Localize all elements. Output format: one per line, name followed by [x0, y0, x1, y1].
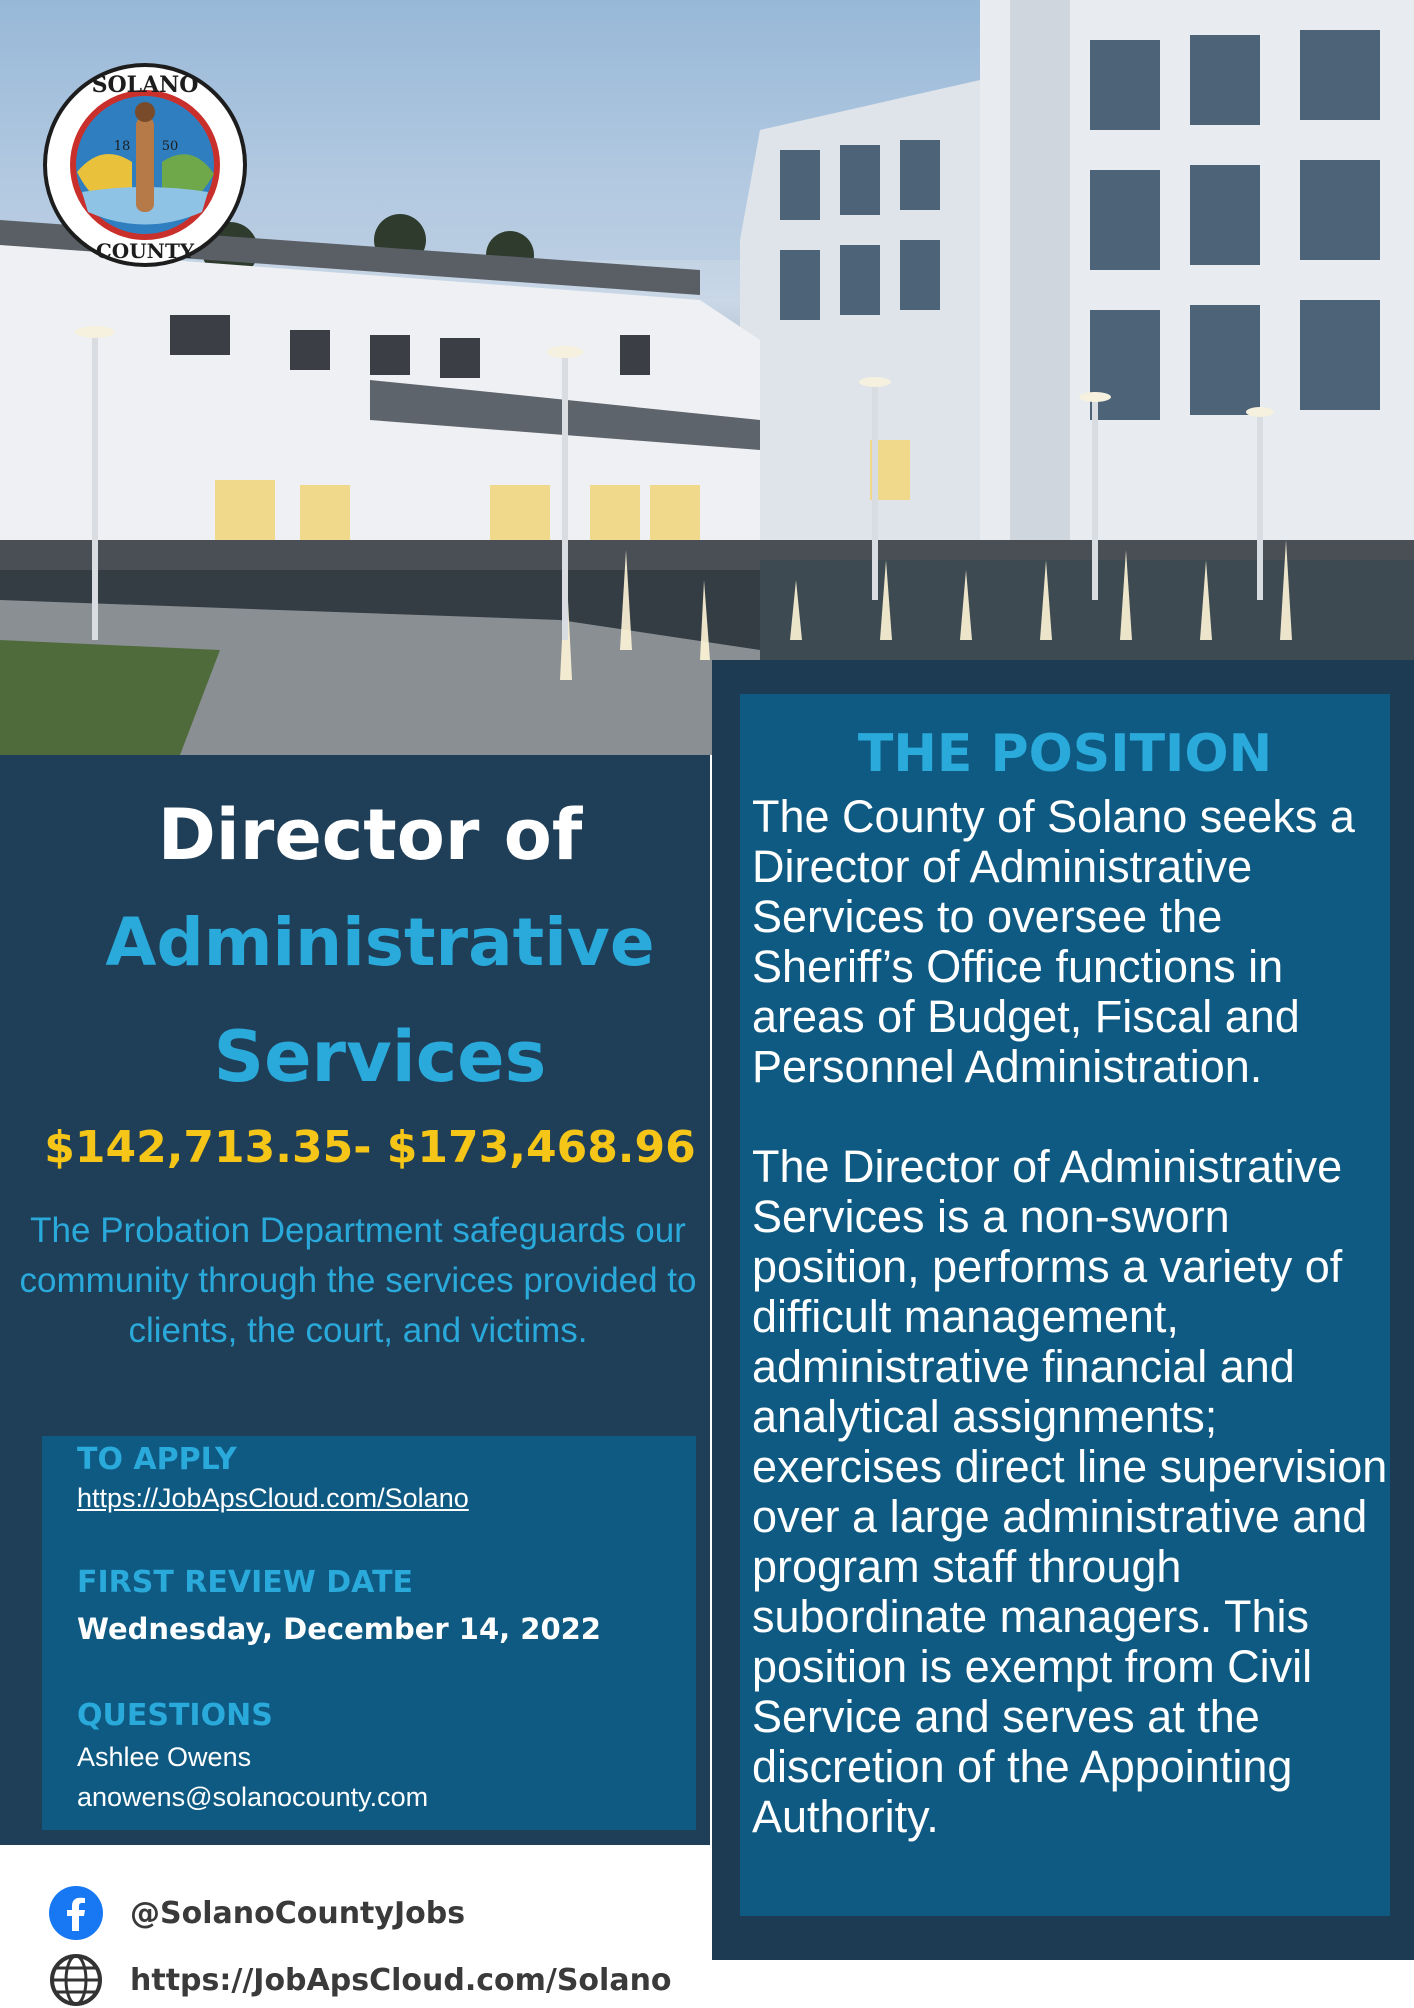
questions-heading: QUESTIONS [77, 1698, 273, 1733]
position-paragraph-1: The County of Solano seeks a Director of Administrative Services to oversee the Sheriff’s Office functions in areas of Budget, Fiscal and Personnel Administration. [752, 791, 1355, 1092]
job-title-line1: Director of [157, 794, 583, 876]
logo-text-bottom: COUNTY [95, 239, 195, 263]
logo-text-top: SOLANO [91, 72, 199, 98]
job-title-line2: Administrative [105, 904, 655, 981]
apply-heading: TO APPLY [77, 1442, 237, 1477]
position-heading: THE POSITION [857, 724, 1273, 784]
job-title-line3: Services [213, 1016, 547, 1098]
contact-email[interactable]: anowens@solanocounty.com [77, 1782, 429, 1812]
contact-name: Ashlee Owens [77, 1742, 252, 1772]
salary-range: $142,713.35- $173,468.96 [44, 1122, 696, 1173]
review-date-heading: FIRST REVIEW DATE [77, 1565, 414, 1600]
website-url: https://JobApsCloud.com/Solano [130, 1962, 672, 1998]
department-intro: The Probation Department safeguards our community through the services provided to clients, the court, and victims. [19, 1211, 697, 1350]
facebook-link[interactable] [48, 1885, 465, 1941]
facebook-icon [48, 1885, 104, 1941]
logo-year-left: 18 [113, 139, 131, 154]
apply-link[interactable]: https://JobApsCloud.com/Solano [77, 1483, 469, 1513]
social-footer [0, 1845, 710, 2000]
position-paragraph-2: The Director of Administrative Services is a non-sworn position, performs a variety of difficult management, administrative financial and analytical assignments; exercises direct line supervision over a large administrative and program staff through subordinate managers. This position is exempt from Civil Service and serves at the discretion of the Appointing Authority. [752, 1141, 1388, 1842]
county-seal-logo [42, 62, 248, 268]
logo-year-right: 50 [161, 139, 179, 154]
facebook-handle: @SolanoCountyJobs [130, 1895, 466, 1931]
review-date: Wednesday, December 14, 2022 [77, 1612, 601, 1646]
